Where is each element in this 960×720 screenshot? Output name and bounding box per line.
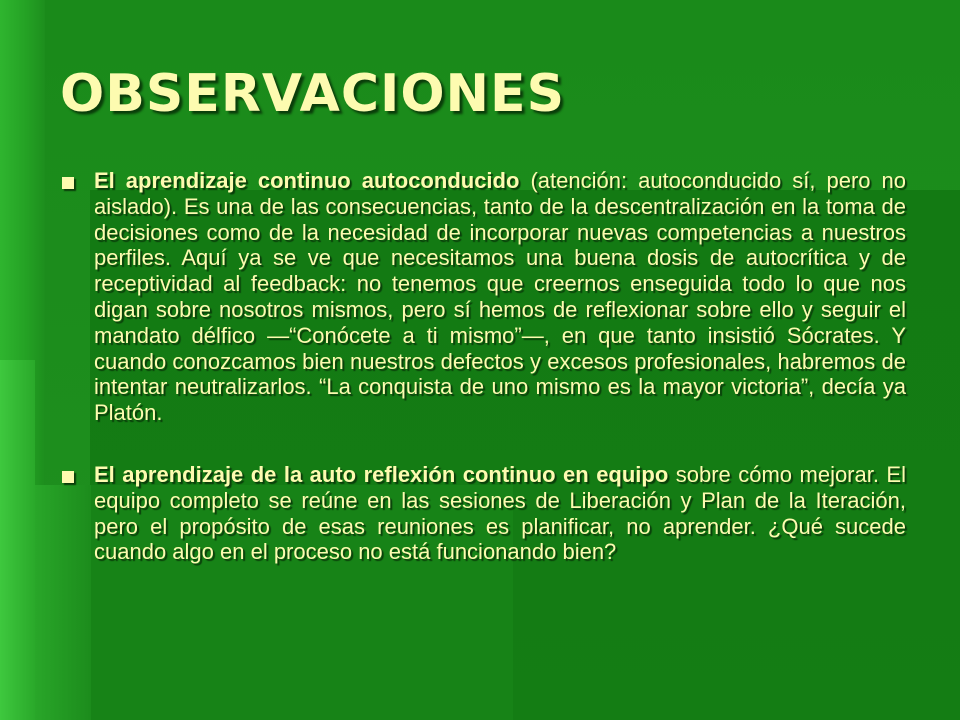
bullet-list bbox=[62, 168, 906, 565]
bullet-item bbox=[62, 168, 906, 426]
bullet-body: sobre cómo mejorar. El equipo completo se reúne en las sesiones de Liberación y Plan de la Iteración, pero el propósito de esas reuniones es planificar, no aprender. ¿Qué sucede cuando algo en el proceso no está funcionando bien? bbox=[94, 461, 906, 565]
bullet-body: (atención: autoconducido sí, pero no aislado). Es una de las consecuencias, tanto de la descentralización en la toma de decisiones como de la necesidad de incorporar nuevas competencias a nuestros perfiles. Aquí ya se ve que necesitamos una buena dosis de autocrítica y de receptividad al feedback: no tenemos que creernos enseguida todo lo que nos digan sobre nosotros mismos, pero sí hemos de reflexionar sobre ello y seguir el mandato délfico —“Conócete a ti mismo”—, en que tanto insistió Sócrates. Y cuando conozcamos bien nuestros defectos y excesos profesionales, habremos de intentar neutralizarlos. “La conquista de uno mismo es la mayor victoria”, decía ya Platón. bbox=[94, 168, 906, 426]
square-bullet-icon bbox=[62, 177, 74, 189]
slide-title: OBSERVACIONES bbox=[60, 64, 566, 124]
bullet-bold-lead: El aprendizaje continuo autoconducido bbox=[94, 168, 520, 193]
square-bullet-icon bbox=[62, 471, 74, 483]
bullet-text bbox=[94, 168, 906, 426]
bullet-item bbox=[62, 462, 906, 565]
background-left-band-lower bbox=[0, 360, 35, 720]
bullet-text bbox=[94, 462, 906, 565]
bullet-bold-lead: El aprendizaje de la auto reflexión continuo en equipo bbox=[94, 461, 669, 487]
